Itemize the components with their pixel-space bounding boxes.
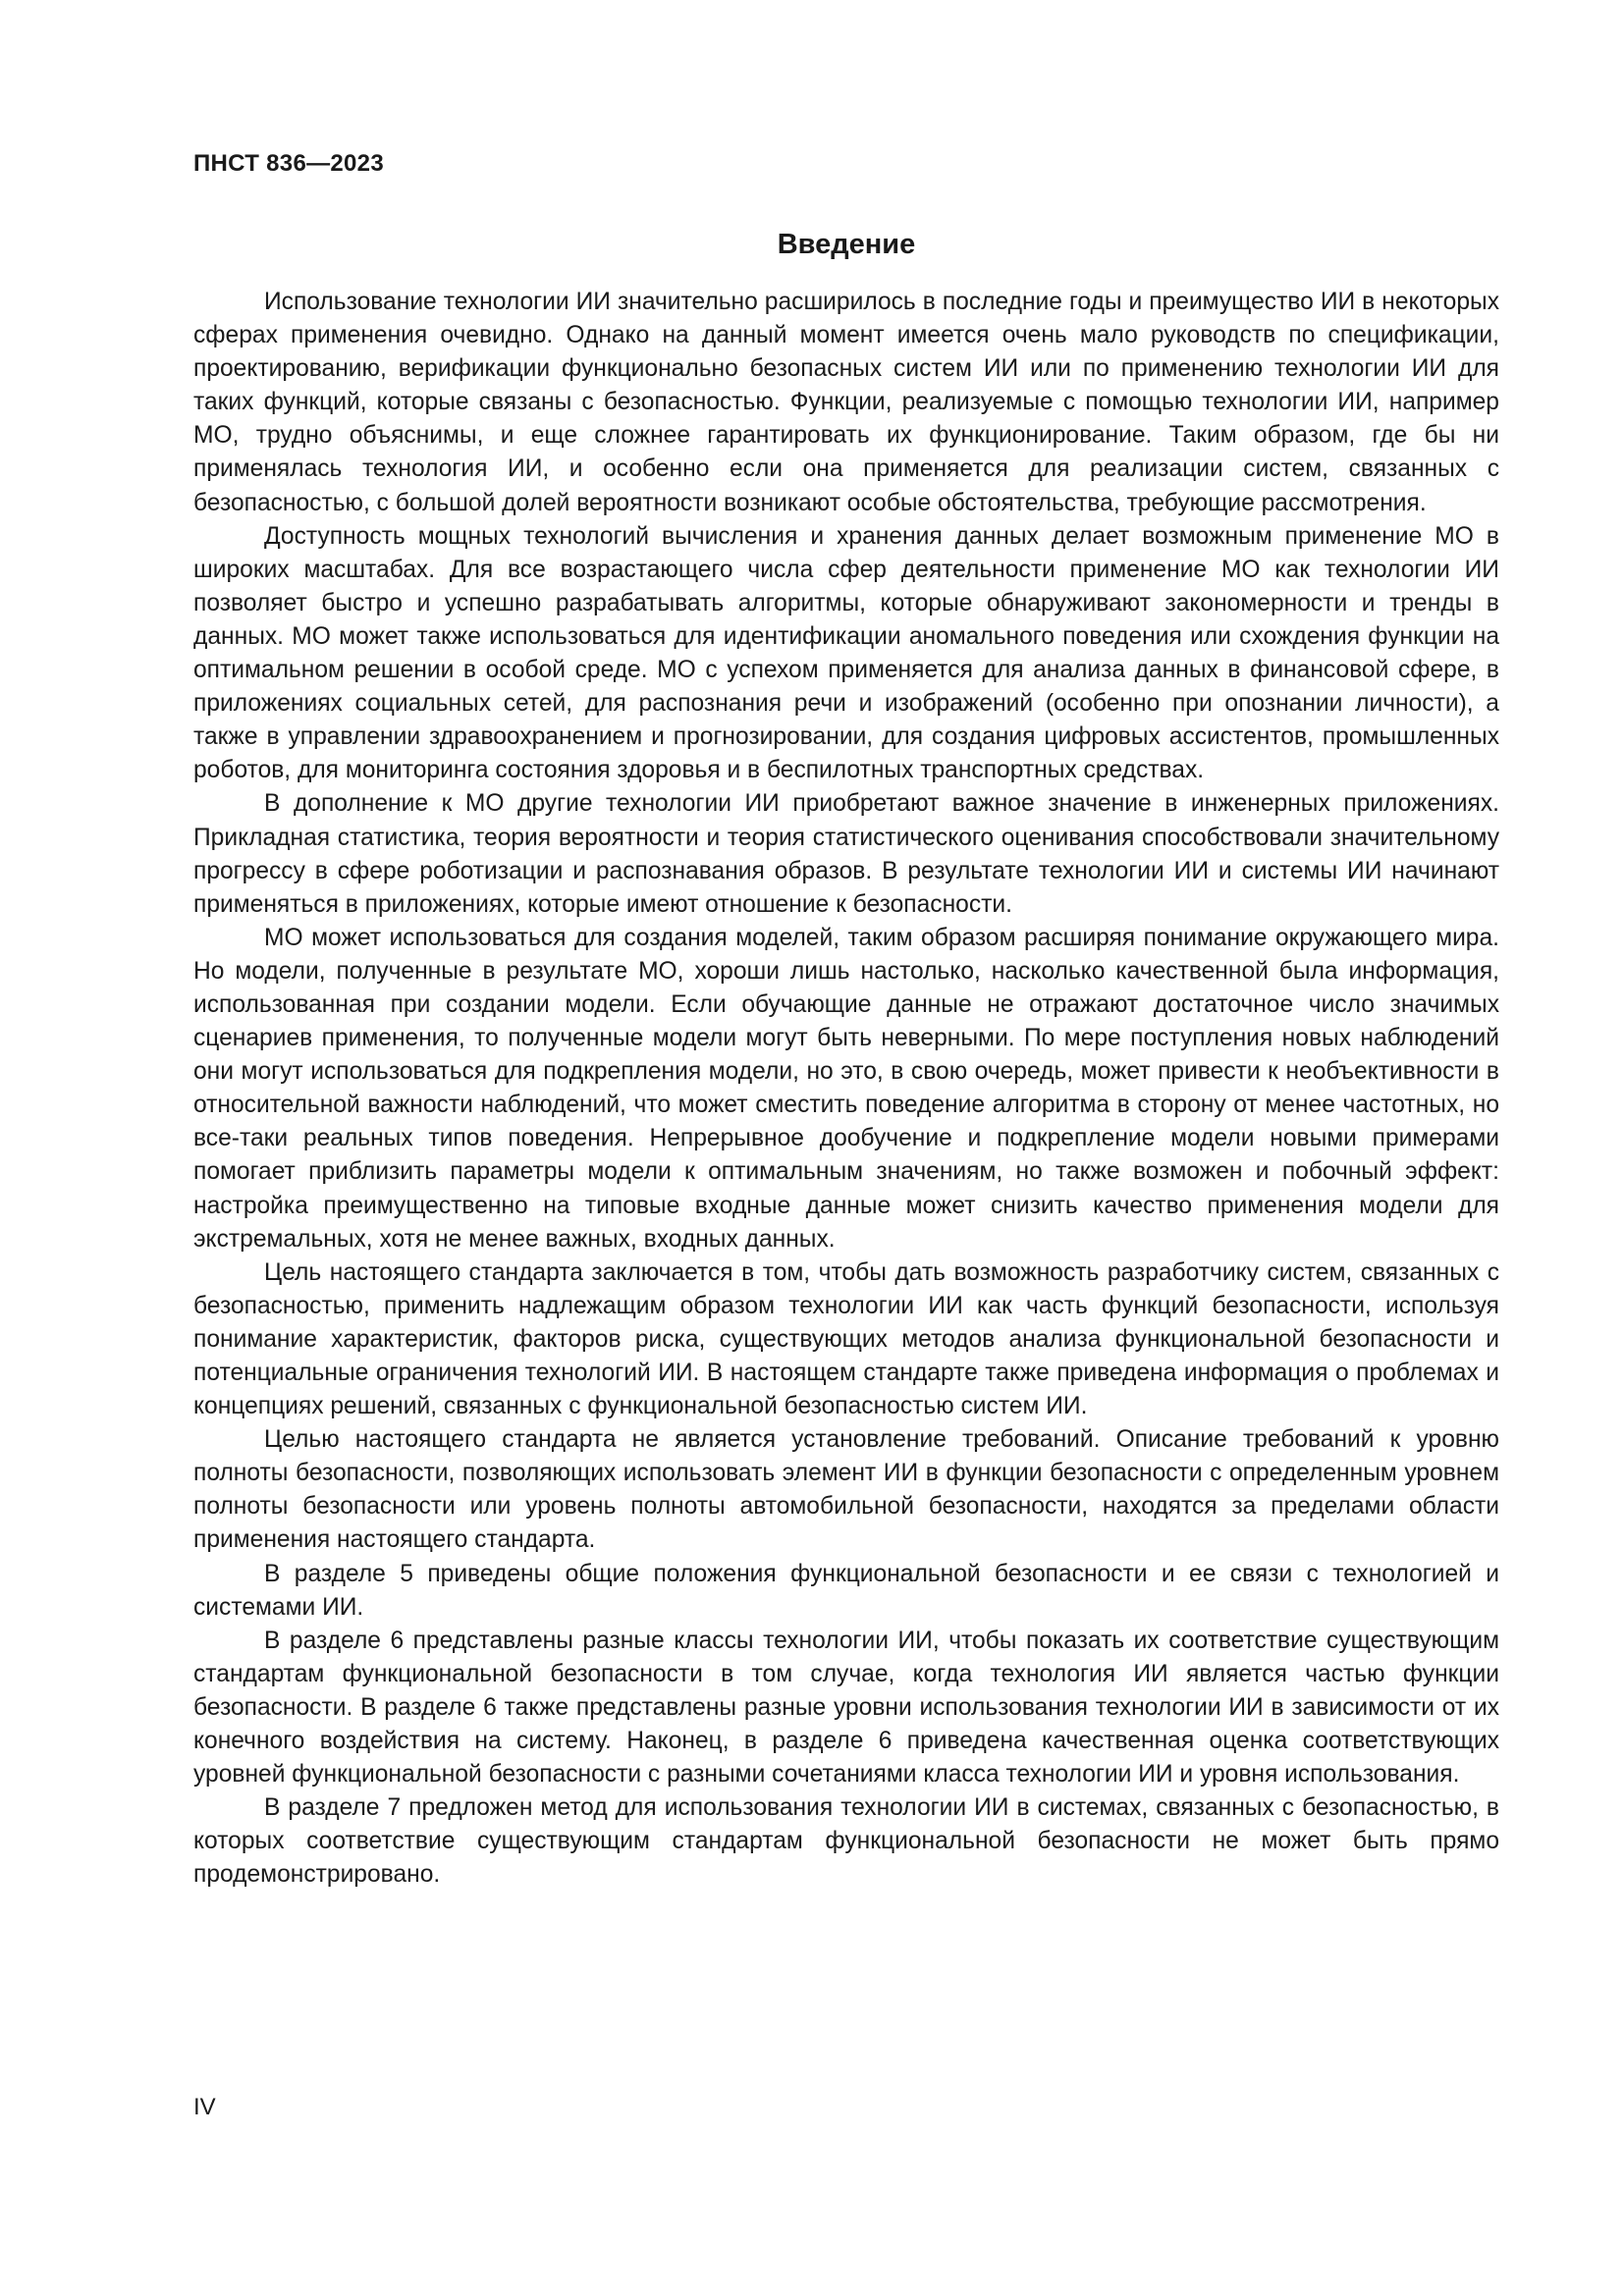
document-code: ПНСТ 836—2023: [193, 150, 384, 177]
paragraph: Доступность мощных технологий вычисления и хранения данных делает возможным применение МО в широких масштабах. Для все возрастающего числа сфер деятельности применение МО как технологии ИИ позволяет быстро и успешно разрабатывать алгоритмы, которые обнаруживают закономерности и тренды в данных. МО может также использоваться для идентификации аномального поведения или схождения функции на оптимальном решении в особой среде. МО с успехом применяется для анализа данных в финансовой сфере, в приложениях социальных сетей, для распознания речи и изображений (особенно при опознании личности), а также в управлении здравоохранением и прогнозировании, для создания цифровых ассистентов, промышленных роботов, для мониторинга состояния здоровья и в беспилотных транспортных средствах.: [193, 522, 1499, 784]
paragraph: Цель настоящего стандарта заключается в том, чтобы дать возможность разработчику систем, связанных с безопасностью, применить надлежащим образом технологии ИИ как часть функций безопасности, используя понимание характеристик, факторов риска, существующих методов анализа функциональной безопасности и потенциальные ограничения технологий ИИ. В настоящем стандарте также приведена информация о проблемах и концепциях решений, связанных с функциональной безопасностью систем ИИ.: [193, 1258, 1499, 1420]
paragraph: В разделе 5 приведены общие положения функциональной безопасности и ее связи с технологией и системами ИИ.: [193, 1560, 1499, 1621]
section-title: Введение: [777, 229, 916, 260]
paragraph: Использование технологии ИИ значительно расширилось в последние годы и преимущество ИИ в некоторых сферах применения очевидно. Однако на данный момент имеется очень мало руководств по спецификации, проектированию, верификации функционально безопасных систем ИИ или по применению технологии ИИ для таких функций, которые связаны с безопасностью. Функции, реализуемые с помощью технологии ИИ, например МО, трудно объяснимы, и еще сложнее гарантировать их функционирование. Таким образом, где бы ни применялась технология ИИ, и особенно если она применяется для реализации систем, связанных с безопасностью, с большой долей вероятности возникают особые обстоятельства, требующие рассмотрения.: [193, 289, 1499, 516]
introduction-body: [193, 286, 1499, 1893]
paragraph: Целью настоящего стандарта не является установление требований. Описание требований к уровню полноты безопасности, позволяющих использовать элемент ИИ в функции безопасности с определенным уровнем полноты безопасности или уровень полноты автомобильной безопасности, находятся за пределами области применения настоящего стандарта.: [193, 1426, 1499, 1554]
paragraph: В разделе 7 предложен метод для использования технологии ИИ в системах, связанных с безопасностью, в которых соответствие существующим стандартам функциональной безопасности не может быть прямо продемонстрировано.: [193, 1794, 1499, 1889]
paragraph: В дополнение к МО другие технологии ИИ приобретают важное значение в инженерных приложениях. Прикладная статистика, теория вероятности и теория статистического оценивания способствовали значительному прогрессу в сфере роботизации и распознавания образов. В результате технологии ИИ и системы ИИ начинают применяться в приложениях, которые имеют отношение к безопасности.: [193, 790, 1499, 918]
page-number: IV: [193, 2094, 216, 2120]
paragraph: МО может использоваться для создания моделей, таким образом расширяя понимание окружающего мира. Но модели, полученные в результате МО, хороши лишь настолько, насколько качественной была информация, использованная при создании модели. Если обучающие данные не отражают достаточное число значимых сценариев применения, то полученные модели могут быть неверными. По мере поступления новых наблюдений они могут использоваться для подкрепления модели, но это, в свою очередь, может привести к необъективности в относительной важности наблюдений, что может сместить поведение алгоритма в сторону от менее частотных, но все-таки реальных типов поведения. Непрерывное дообучение и подкрепление модели новыми примерами помогает приблизить параметры модели к оптимальным значениям, но также возможен и побочный эффект: настройка преимущественно на типовые входные данные может снизить качество применения модели для экстремальных, хотя не менее важных, входных данных.: [193, 924, 1499, 1253]
paragraph: В разделе 6 представлены разные классы технологии ИИ, чтобы показать их соответствие существующим стандартам функциональной безопасности в том случае, когда технология ИИ является частью функции безопасности. В разделе 6 также представлены разные уровни использования технологии ИИ в зависимости от их конечного воздействия на систему. Наконец, в разделе 6 приведена качественная оценка соответствующих уровней функциональной безопасности с разными сочетаниями класса технологии ИИ и уровня использования.: [193, 1627, 1499, 1789]
